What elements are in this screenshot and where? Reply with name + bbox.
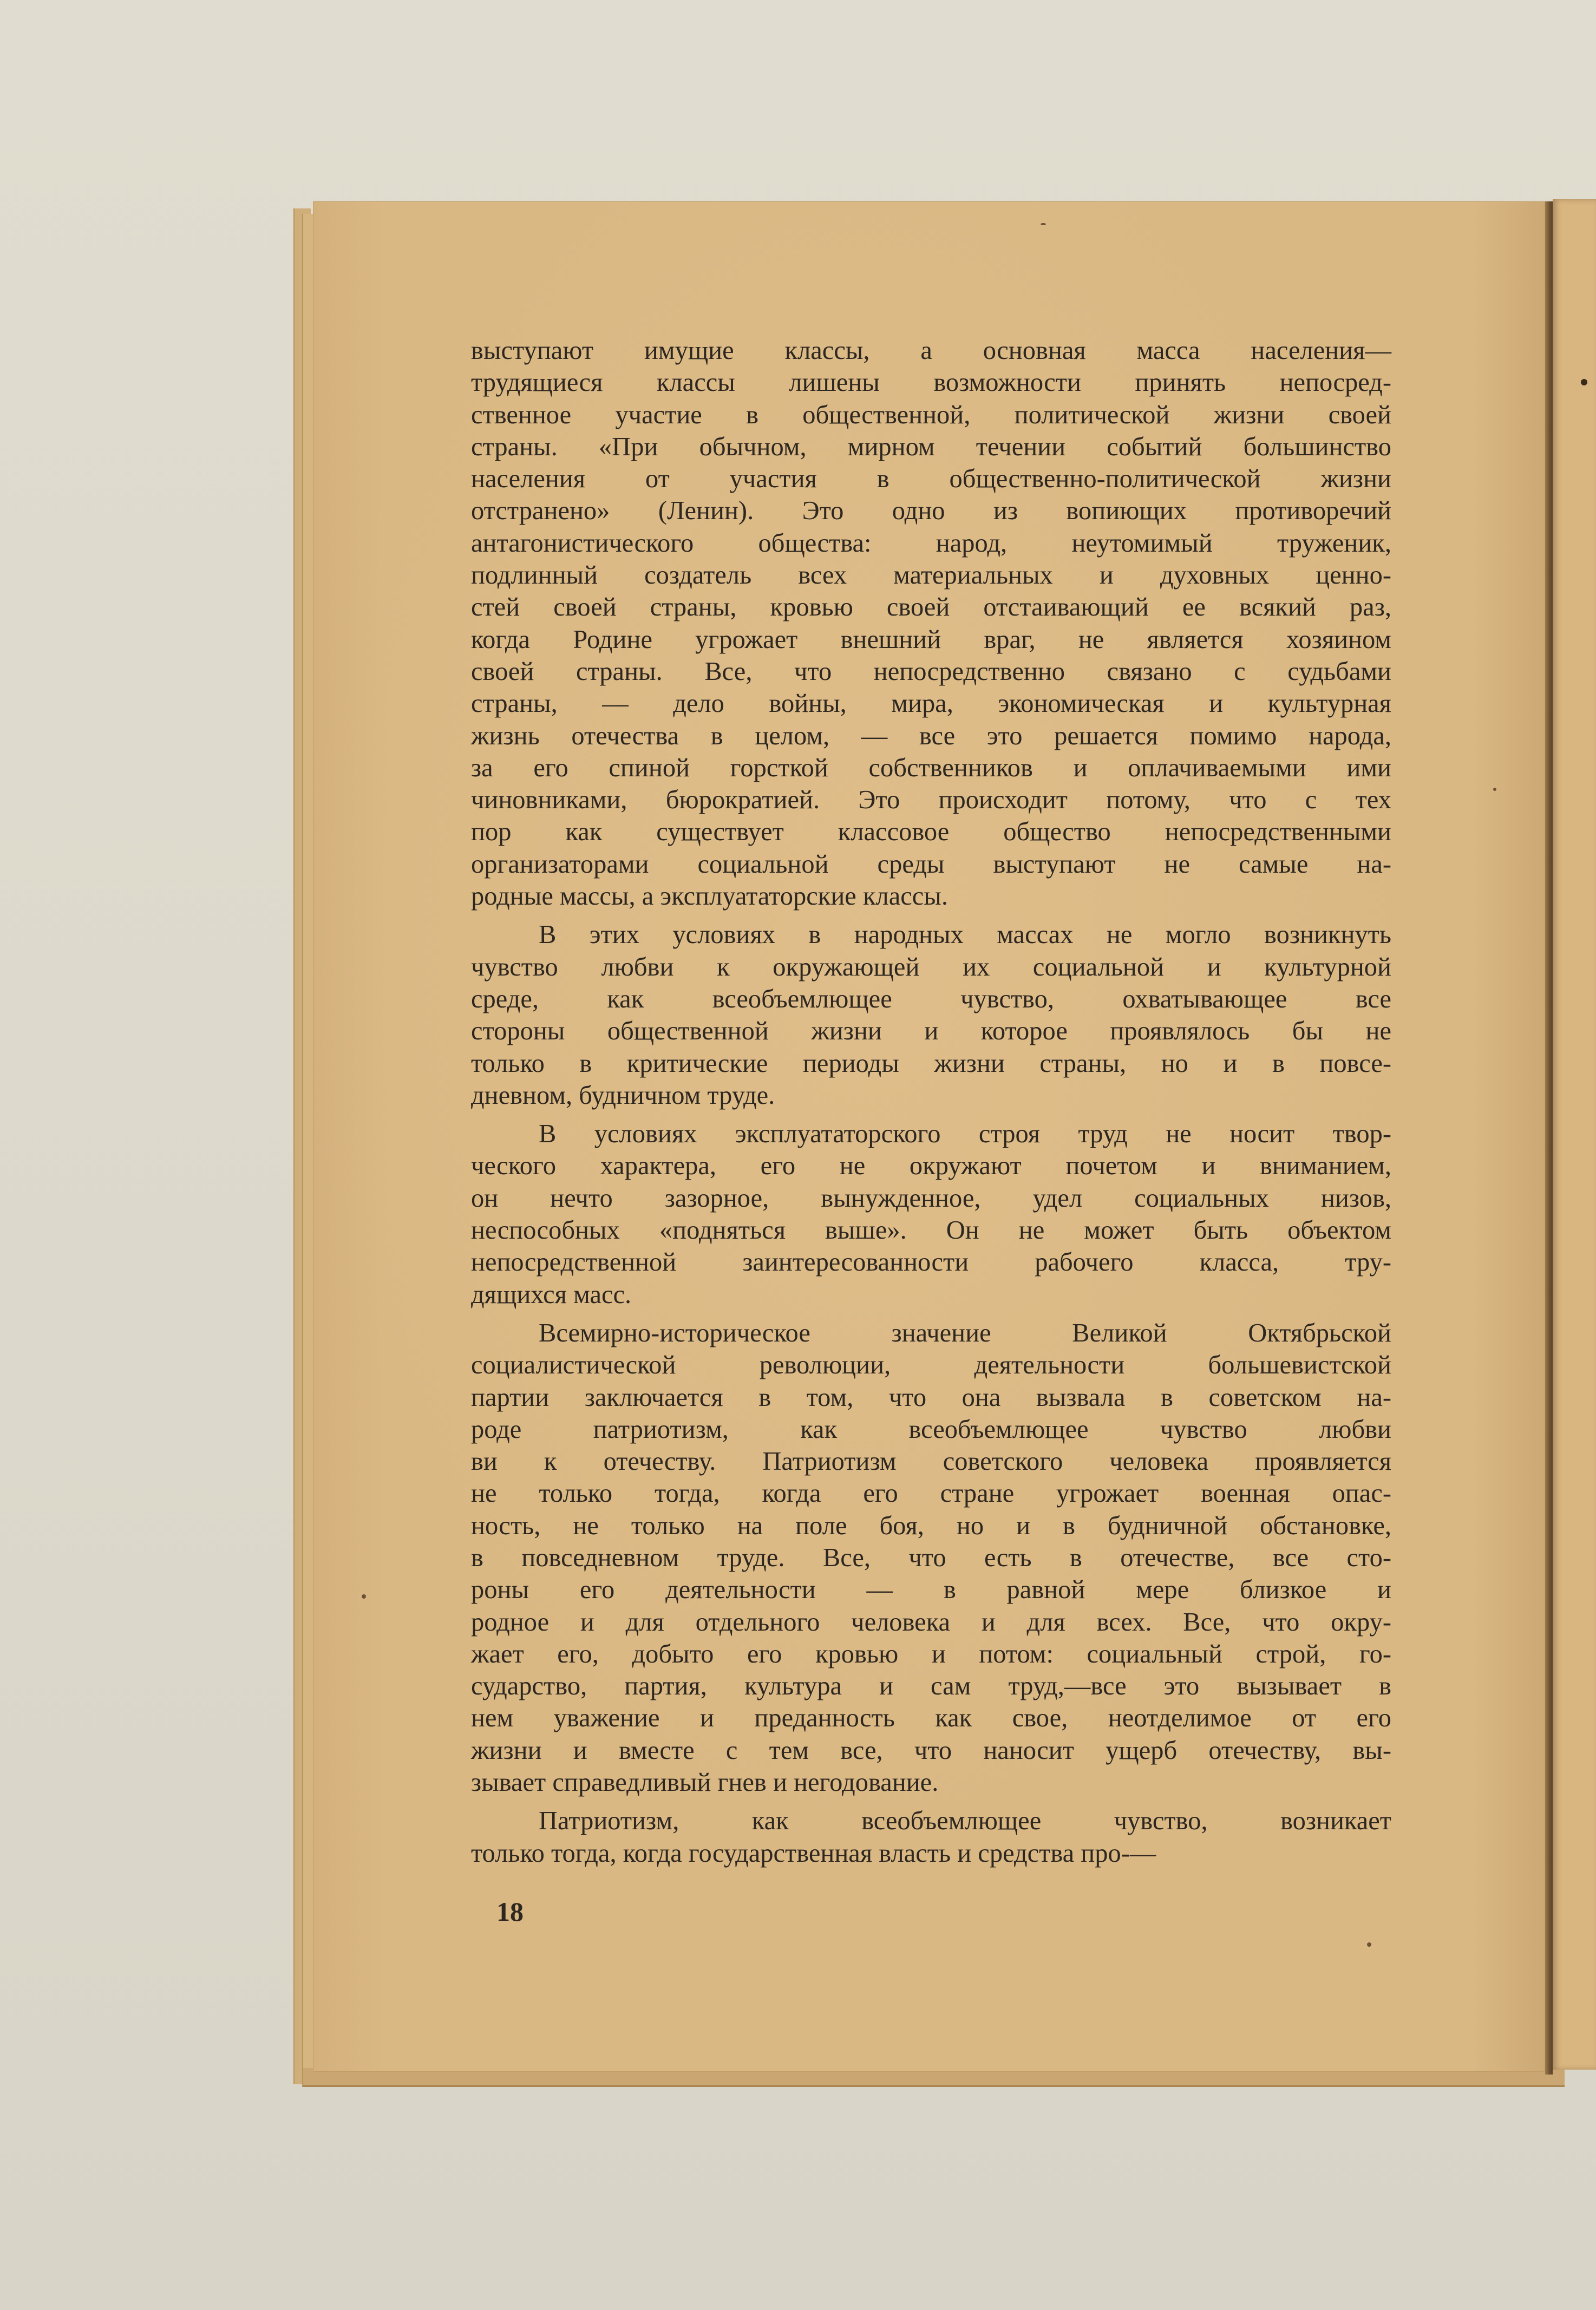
text-line: чувство любви к окружающей их социальной и культурной — [471, 952, 1391, 981]
paragraph — [471, 1805, 1391, 1869]
text-line: родные массы, а эксплуататорские классы. — [471, 882, 949, 911]
text-line: роде патриотизм, как всеобъемлющее чувство любви — [471, 1415, 1391, 1444]
body-text — [471, 335, 1391, 1876]
paragraph — [471, 1118, 1391, 1311]
text-line: родное и для отдельного человека и для всех. Все, что окру- — [471, 1607, 1391, 1637]
text-line: стей своей страны, кровью своей отстаивающий ее всякий раз, — [471, 593, 1391, 622]
ink-speck — [1041, 223, 1046, 225]
text-line: антагонистического общества: народ, неутомимый труженик, — [471, 528, 1391, 558]
page-number: 18 — [496, 1896, 524, 1927]
text-line: только тогда, когда государственная власть и средства про-— — [471, 1838, 1156, 1868]
text-line: в повседневном труде. Все, что есть в отечестве, все сто- — [471, 1543, 1391, 1572]
text-line: жает его, добыто его кровью и потом: социальный строй, го- — [471, 1639, 1391, 1668]
ink-speck — [1581, 379, 1587, 385]
text-line: сударство, партия, культура и сам труд,—все это вызывает в — [471, 1672, 1391, 1701]
text-line: когда Родине угрожает внешний враг, не является хозяином — [471, 625, 1391, 654]
text-line: В условиях эксплуататорского строя труд не носит твор- — [539, 1120, 1391, 1149]
text-line: непосредственной заинтересованности рабочего класса, тру- — [471, 1248, 1391, 1277]
text-line: дящихся масс. — [471, 1280, 632, 1309]
text-line: только в критические периоды жизни страны, но и в повсе- — [471, 1049, 1391, 1078]
text-line: партии заключается в том, что она вызвала в советском на- — [471, 1383, 1391, 1412]
paragraph — [471, 335, 1391, 912]
text-line: ви к отечеству. Патриотизм советского человека проявляется — [471, 1447, 1391, 1476]
text-line: страны. «При обычном, мирном течении событий большинство — [471, 432, 1391, 461]
text-line: своей страны. Все, что непосредственно связано с судьбами — [471, 657, 1391, 686]
text-line: жизнь отечества в целом, — все это решается помимо народа, — [471, 721, 1391, 750]
text-line: жизни и вместе с тем все, что наносит ущерб отечеству, вы- — [471, 1736, 1391, 1765]
ink-speck — [362, 1594, 366, 1599]
facing-page-edge — [1553, 199, 1596, 2070]
text-line: выступают имущие классы, а основная масса населения— — [471, 336, 1391, 365]
text-line: населения от участия в общественно-политической жизни — [471, 464, 1391, 494]
text-line: социалистической революции, деятельности большевистской — [471, 1351, 1391, 1380]
paragraph — [471, 919, 1391, 1111]
text-line: ность, не только на поле боя, но и в будничной обстановке, — [471, 1511, 1391, 1540]
text-line: дневном, будничном труде. — [471, 1081, 775, 1110]
text-line: отстранено» (Ленин). Это одно из вопиющих противоречий — [471, 496, 1391, 526]
text-line: зывает справедливый гнев и негодование. — [471, 1768, 939, 1797]
text-line: страны, — дело войны, мира, экономическая и культурная — [471, 689, 1391, 718]
text-line: В этих условиях в народных массах не могло возникнуть — [539, 920, 1391, 950]
text-line: неспособных «подняться выше». Он не может быть объектом — [471, 1216, 1391, 1245]
text-line: организаторами социальной среды выступают не самые на- — [471, 849, 1391, 879]
text-line: ческого характера, его не окружают почетом и вниманием, — [471, 1151, 1391, 1181]
ink-speck — [1367, 1942, 1371, 1947]
ink-speck — [1493, 788, 1496, 791]
text-line: он нечто зазорное, вынужденное, удел социальных низов, — [471, 1183, 1391, 1213]
text-line: ственное участие в общественной, политической жизни своей — [471, 400, 1391, 429]
text-line: Всемирно-историческое значение Великой Октябрьской — [539, 1318, 1391, 1347]
text-line: роны его деятельности — в равной мере близкое и — [471, 1575, 1391, 1605]
text-line: не только тогда, когда его стране угрожает военная опас- — [471, 1479, 1391, 1508]
text-line: подлинный создатель всех материальных и духовных ценно- — [471, 561, 1391, 590]
text-line: нем уважение и преданность как свое, неотделимое от его — [471, 1704, 1391, 1733]
text-line: чиновниками, бюрократией. Это происходит потому, что с тех — [471, 786, 1391, 815]
text-line: Патриотизм, как всеобъемлющее чувство, возникает — [539, 1807, 1391, 1836]
text-line: трудящиеся классы лишены возможности принять непосред- — [471, 368, 1391, 397]
text-line: среде, как всеобъемлющее чувство, охватывающее все — [471, 984, 1391, 1013]
text-line: стороны общественной жизни и которое проявлялось бы не — [471, 1017, 1391, 1046]
text-line: за его спиной горсткой собственников и оплачиваемыми ими — [471, 753, 1391, 782]
text-line: пор как существует классовое общество непосредственными — [471, 817, 1391, 847]
book-gutter — [1545, 201, 1553, 2075]
paragraph — [471, 1317, 1391, 1798]
